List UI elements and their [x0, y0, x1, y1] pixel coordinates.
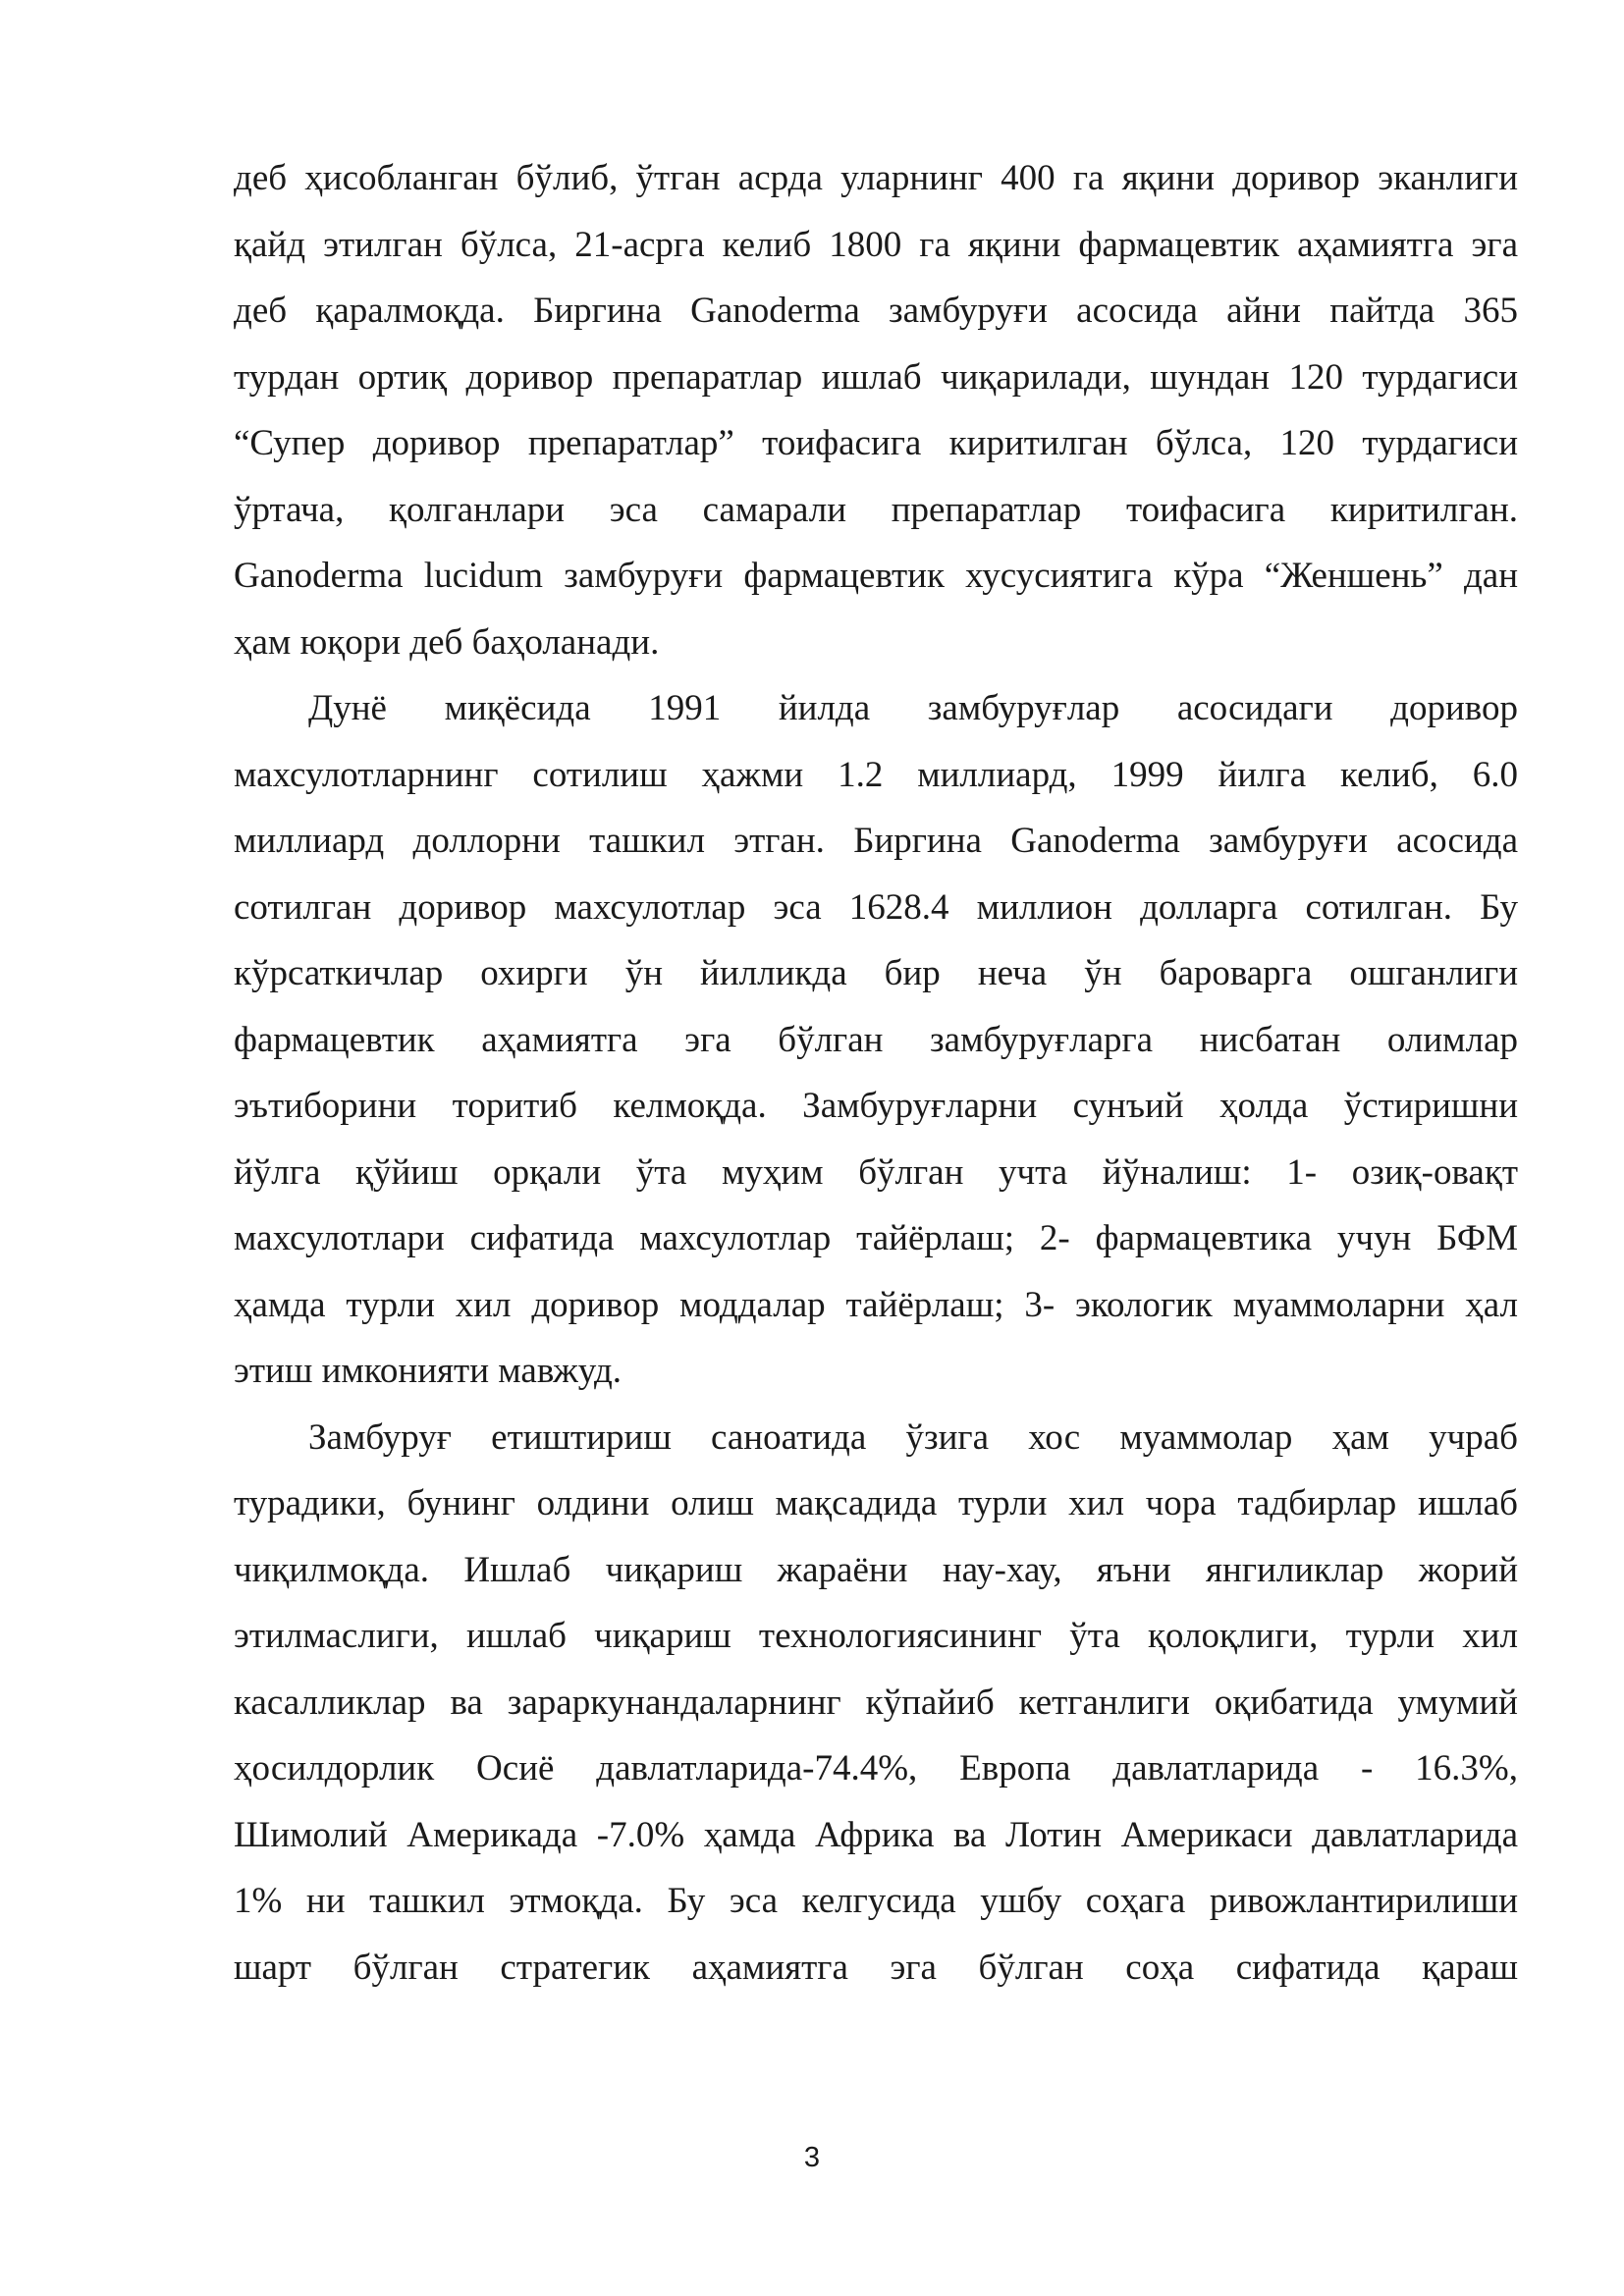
text-line: деб қаралмоқда. Биргина Ganoderma замбуруғи асосида айни пайтда 365 — [234, 291, 1518, 331]
paragraph — [234, 675, 1518, 1405]
text-line: ҳамда турли хил доривор моддалар тайёрлаш; 3- экологик муаммоларни ҳал — [234, 1284, 1518, 1325]
text-line: 1% ни ташкил этмоқда. Бу эса келгусида ушбу соҳага ривожлантирилиши — [234, 1881, 1518, 1921]
paragraph — [234, 1405, 1518, 2002]
text-line: Ganoderma lucidum замбуруғи фармацевтик хусусиятига кўра “Женшень” дан — [234, 556, 1518, 596]
text-line: махсулотларнинг сотилиш ҳажми 1.2 миллиард, 1999 йилга келиб, 6.0 — [234, 754, 1518, 795]
text-line: эътиборини торитиб келмоқда. Замбуруғларни сунъий ҳолда ўстиришни — [234, 1086, 1518, 1126]
text-line: ҳосилдорлик Осиё давлатларида-74.4%, Европа давлатларида - 16.3%, — [234, 1748, 1518, 1789]
text-line: қайд этилган бўлса, 21-асрга келиб 1800 га яқини фармацевтик аҳамиятга эга — [234, 224, 1518, 265]
text-line: Шимолий Америкада -7.0% ҳамда Африка ва Лотин Америкаси давлатларида — [234, 1814, 1518, 1855]
text-line: этилмаслиги, ишлаб чиқариш технологиясининг ўта қолоқлиги, турли хил — [234, 1616, 1518, 1656]
text-line: махсулотлари сифатида махсулотлар тайёрлаш; 2- фармацевтика учун БФМ — [234, 1218, 1518, 1258]
paragraph — [234, 145, 1518, 675]
text-line: Замбуруғ етиштириш саноатида ўзига хос муаммолар ҳам учраб — [308, 1416, 1518, 1458]
text-line: йўлга қўйиш орқали ўта муҳим бўлган учта йўналиш: 1- озиқ-овақт — [234, 1151, 1518, 1193]
document-body — [234, 145, 1518, 2001]
text-line: ҳам юқори деб баҳоланади. — [234, 621, 660, 663]
text-line: фармацевтик аҳамиятга эга бўлган замбуруғларга нисбатан олимлар — [234, 1019, 1518, 1060]
text-line: деб ҳисобланган бўлиб, ўтган асрда уларнинг 400 га яқини доривор эканлиги — [234, 158, 1518, 198]
text-line: турадики, бунинг олдини олиш мақсадида турли хил чора тадбирлар ишлаб — [234, 1483, 1518, 1523]
text-line: турдан ортиқ доривор препаратлар ишлаб чиқарилади, шундан 120 турдагиси — [234, 356, 1518, 398]
text-line: чиқилмоқда. Ишлаб чиқариш жараёни нау-хау, яъни янгиликлар жорий — [234, 1549, 1518, 1590]
text-line: миллиард доллорни ташкил этган. Биргина Ganoderma замбуруғи асосида — [234, 821, 1518, 861]
text-line: “Супер доривор препаратлар” тоифасига киритилган бўлса, 120 турдагиси — [234, 423, 1518, 463]
text-line: ўртача, қолганлари эса самарали препаратлар тоифасига киритилган. — [234, 489, 1518, 530]
text-line: шарт бўлган стратегик аҳамиятга эга бўлган соҳа сифатида қараш — [234, 1947, 1518, 1988]
text-line: касалликлар ва зараркунандаларнинг кўпайиб кетганлиги оқибатида умумий — [234, 1682, 1518, 1723]
text-line: кўрсаткичлар охирги ўн йилликда бир неча ўн бароварга ошганлиги — [234, 953, 1518, 993]
text-line: Дунё миқёсида 1991 йилда замбуруғлар асосидаги доривор — [308, 688, 1518, 728]
text-line: сотилган доривор махсулотлар эса 1628.4 миллион долларга сотилган. Бу — [234, 886, 1518, 928]
page-number: 3 — [803, 2142, 821, 2173]
text-line: этиш имконияти мавжуд. — [234, 1351, 623, 1391]
